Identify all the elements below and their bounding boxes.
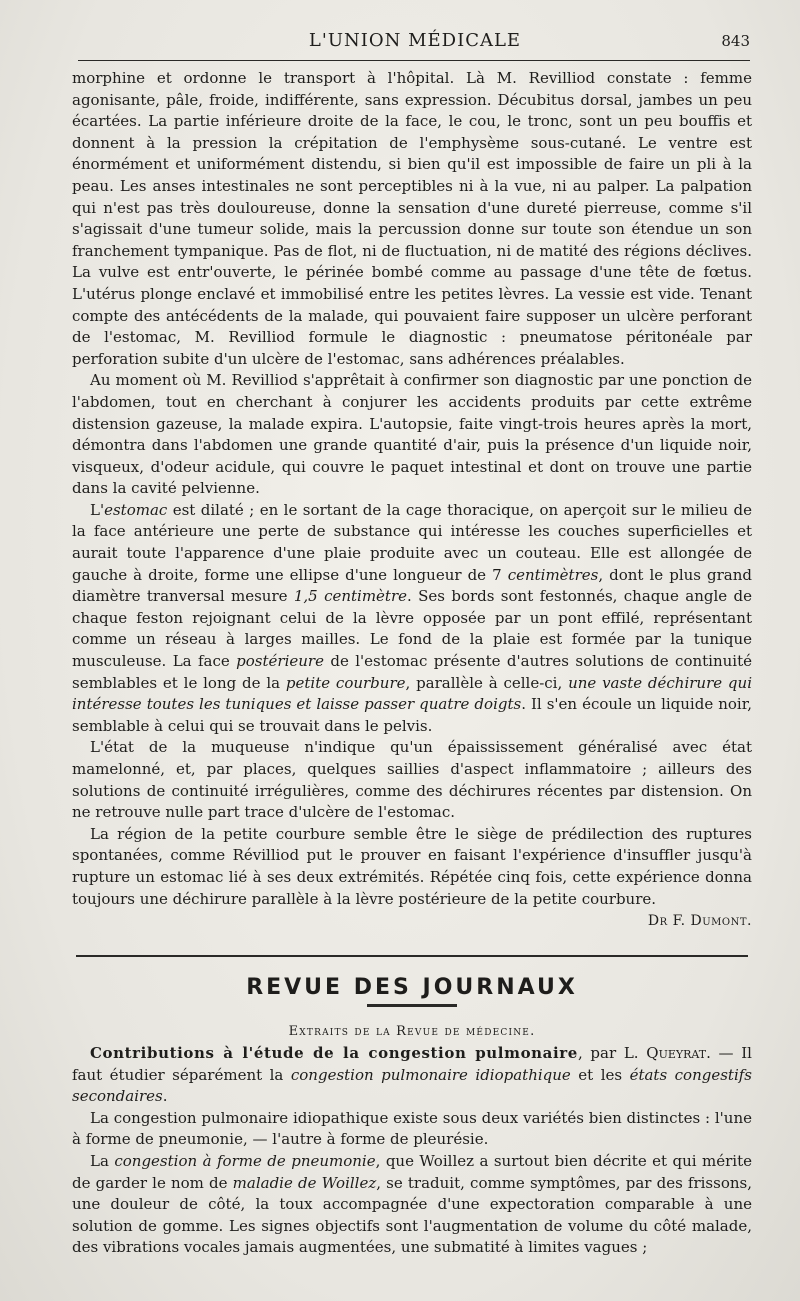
header-rule [78,60,750,61]
case-paragraph-1: morphine et ordonne le transport à l'hôpital. Là M. Revilliod constate : femme agonisante, pâle, froide, indifférente, sans expression. Décubitus dorsal, jambes un peu écartées. La partie inférieure droite de la face, le cou, le tronc, sont un peu bouffis et donnent à la pression la crépitation de l'emphysème sous-cutané. Le ventre est énormément et uniformément distendu, si bien qu'il est impossible de faire un pli à la peau. Les anses intestinales ne sont perceptibles ni à la vue, ni au palper. La palpation qui n'est pas très douloureuse, donne la sensation d'une dureté pierreuse, comme s'il s'agissait d'une tumeur solide, mais la percussion donne sur toute son étendue un son franchement tympanique. Pas de flot, ni de fluctuation, ni de matité des régions déclives. La vulve est entr'ouverte, le périnée bombé comme au passage d'une tête de fœtus. L'utérus plonge enclavé et immobilisé entre les petites lèvres. La vessie est vide. Tenant compte des antécédents de la malade, qui pouvaient faire supposer un ulcère perforant de l'estomac, M. Revilliod formule le diagnostic : pneumatose péritonéale par perforation subite d'un ulcère de l'estomac, sans adhérences préalables. [72,69,752,368]
author-signature: Dr F. Dumont. [647,913,752,930]
italic-centimetres: centimètres [507,565,599,584]
case-paragraph-5: La région de la petite courbure semble être le siège de prédilection des ruptures spontanées, comme Révilliod put le prouver en faisant l'expérience d'insuffler jusqu'à rupture un estomac lié à ses deux extrémités. Répétée cinq fois, cette expérience donna toujours une déchirure parallèle à la lèvre postérieure de la petite courbure. [72,824,752,908]
case-paragraph-3: L'estomac est dilaté ; en le sortant de la cage thoracique, on aperçoit sur le milieu de la face antérieure une perte de substance qui intéresse les couches superficielles et aurait toute l'apparence d'une plaie produite avec un couteau. Elle est allongée de gauche à droite, forme une ellipse d'une longueur de 7 centimètres, dont le plus grand diamètre tranversal mesure 1,5 centimètre. Ses bords sont festonnés, chaque angle de chaque feston rejoignant celui de la lèvre opposée par un pont effilé, représentant comme un réseau à larges mailles. Le fond de la plaie est formée par la tunique musculeuse. La face postérieure de l'estomac présente d'autres solutions de continuité semblables et le long de la petite courbure, parallèle à celle-ci, une vaste déchirure qui intéresse toutes les tuniques et laisse passer quatre doigts. Il s'en écoule un liquide noir, semblable à celui qui se trouvait dans le pelvis. [72,500,752,735]
section-subhead: Extraits de la Revue de médecine. [288,1024,536,1040]
italic-petite-courbure: petite courbure [285,673,406,692]
italic-posterieure: postérieure [236,652,324,671]
title-underline [367,1004,457,1007]
italic-estomac: estomac [104,500,168,519]
article-paragraph-3: La congestion à forme de pneumonie, que Woillez a surtout bien décrite et qui mérite de garder le nom de maladie de Woillez, se traduit, comme symptômes, par des frissons, une douleur de côté, la toux accompagnée d'une expectoration comparable à une solution de gomme. Les signes objectifs sont l'augmentation de volume du côté malade, des vibrations vocales jamais augmentées, une submatité à limites vagues ; [72,1151,752,1257]
section-divider [76,955,748,957]
case-paragraph-2: Au moment où M. Revilliod s'apprêtait à confirmer son diagnostic par une ponction de l'abdomen, tout en cherchant à conjurer les accidents produits par cette extrême distension gazeuse, la malade expira. L'autopsie, faite vingt-trois heures après la mort, démontra dans l'abdomen une grande quantité d'air, puis la présence d'un liquide noir, visqueux, d'odeur acidule, qui couvre le paquet intestinal et dont on trouve une partie dans la cavité pelvienne. [72,371,752,498]
running-title: L'UNION MÉDICALE [308,30,522,51]
page-number: 843 [721,32,750,50]
italic-vaste-dechirure: une vaste déchirure qui intéresse toutes les tuniques et laisse passer quatre doigts [72,673,752,714]
article-paragraph-2: La congestion pulmonaire idiopathique existe sous deux variétés bien distinctes : l'une à forme de pneumonie, — l'autre à forme de pleurésie. [72,1108,752,1149]
case-paragraph-4: L'état de la muqueuse n'indique qu'un épaississement généralisé avec état mamelonné, et, par places, quelques saillies d'aspect inflammatoire ; ailleurs des solutions de continuité irrégulières, comme des déchirures récentes par distension. On ne retrouve nulle part trace d'ulcère de l'estomac. [72,738,752,822]
article-author: Queyrat [646,1043,707,1062]
page-header [80,30,750,58]
page-body [72,68,752,1259]
article-title: Contributions à l'étude de la congestion pulmonaire [90,1043,578,1062]
italic-centimetre: 1,5 centimètre [293,587,408,606]
section-title: REVUE DES JOURNAUX [246,974,578,1000]
article-lead-paragraph: Contributions à l'étude de la congestion pulmonaire, par L. Queyrat. — Il faut étudier séparément la congestion pulmonaire idiopathique et les états congestifs secondaires. [72,1043,752,1106]
